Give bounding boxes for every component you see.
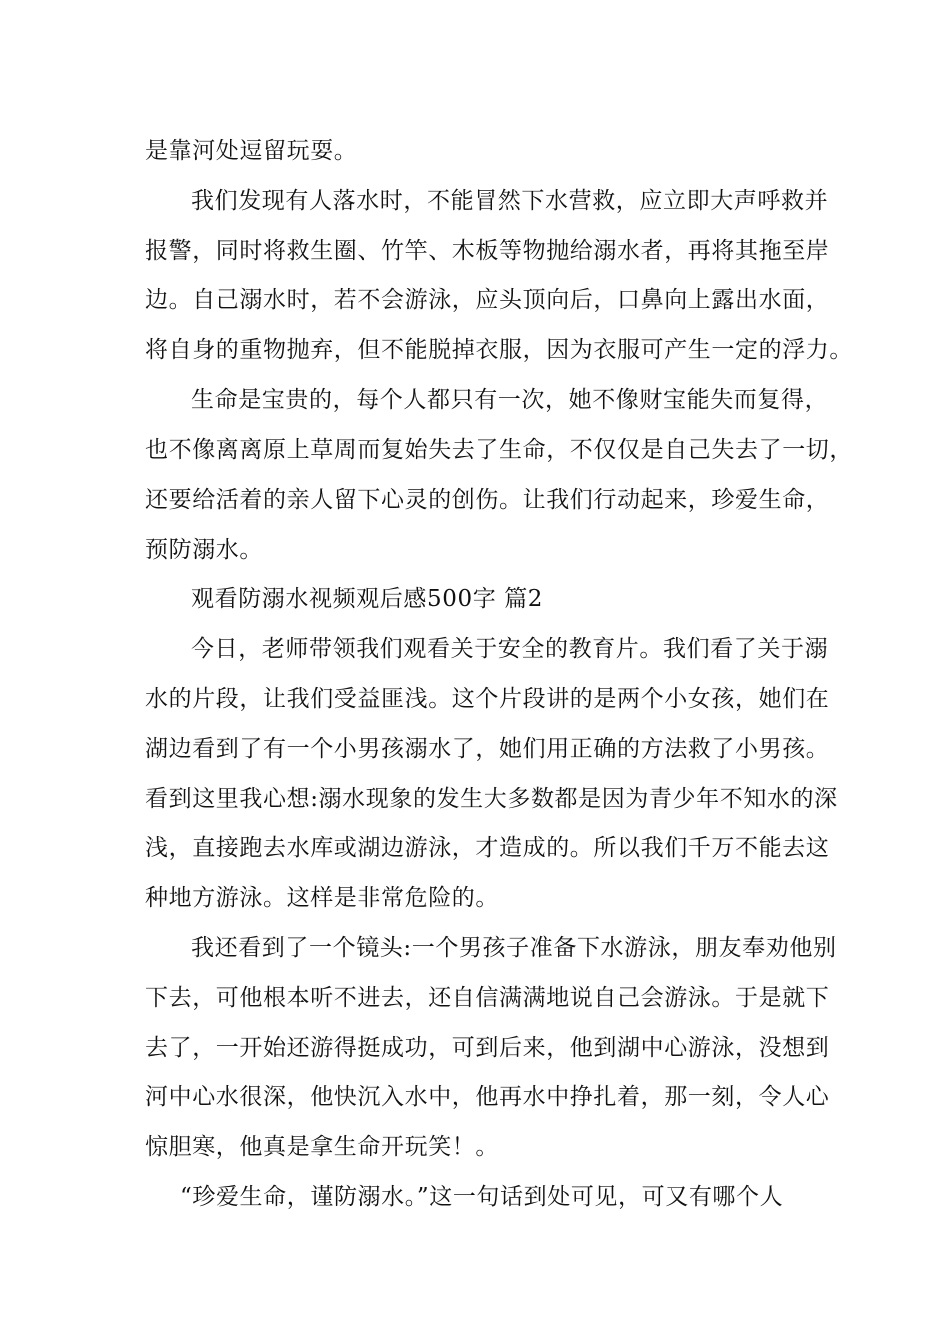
text-line: 河中心水很深，他快沉入水中，他再水中挣扎着，那一刻，令人心	[145, 1084, 830, 1110]
text-line: 下去，可他根本听不进去，还自信满满地说自己会游泳。于是就下	[145, 985, 830, 1011]
text-line: 湖边看到了有一个小男孩溺水了，她们用正确的方法救了小男孩。	[145, 736, 830, 762]
text-line: 惊胆寒，他真是拿生命开玩笑！。	[145, 1134, 499, 1160]
text-line: 种地方游泳。这样是非常危险的。	[145, 885, 499, 911]
text-line: 边。自己溺水时，若不会游泳，应头顶向后，口鼻向上露出水面，	[145, 287, 830, 313]
text-line: 生命是宝贵的，每个人都只有一次，她不像财宝能失而复得，	[191, 387, 829, 413]
text-line: 报警，同时将救生圈、竹竿、木板等物抛给溺水者，再将其拖至岸	[145, 238, 830, 264]
text-line: 还要给活着的亲人留下心灵的创伤。让我们行动起来，珍爱生命，	[145, 487, 830, 513]
text-line: 去了，一开始还游得挺成功，可到后来，他到湖中心游泳，没想到	[145, 1035, 830, 1061]
text-line: 水的片段，让我们受益匪浅。这个片段讲的是两个小女孩，她们在	[145, 686, 830, 712]
text-line: 我们发现有人落水时，不能冒然下水营救，应立即大声呼救并	[191, 188, 829, 214]
text-line: 也不像离离原上草周而复始失去了生命，不仅仅是自己失去了一切，	[145, 437, 853, 463]
text-line: 今日，老师带领我们观看关于安全的教育片。我们看了关于溺	[191, 636, 829, 662]
text-line: 预防溺水。	[145, 537, 263, 563]
text-line: 是靠河处逗留玩耍。	[145, 138, 358, 164]
text-line: 将自身的重物抛弃，但不能脱掉衣服，因为衣服可产生一定的浮力。	[145, 337, 853, 363]
text-line: 看到这里我心想:溺水现象的发生大多数都是因为青少年不知水的深	[145, 786, 838, 812]
section-heading: 观看防溺水视频观后感500字 篇2	[191, 586, 544, 612]
text-line: “珍爱生命，谨防溺水。”这一句话到处可见，可又有哪个人	[180, 1184, 784, 1210]
text-line: 我还看到了一个镜头:一个男孩子准备下水游泳，朋友奉劝他别	[191, 935, 837, 961]
text-line: 浅，直接跑去水库或湖边游泳，才造成的。所以我们千万不能去这	[145, 835, 830, 861]
